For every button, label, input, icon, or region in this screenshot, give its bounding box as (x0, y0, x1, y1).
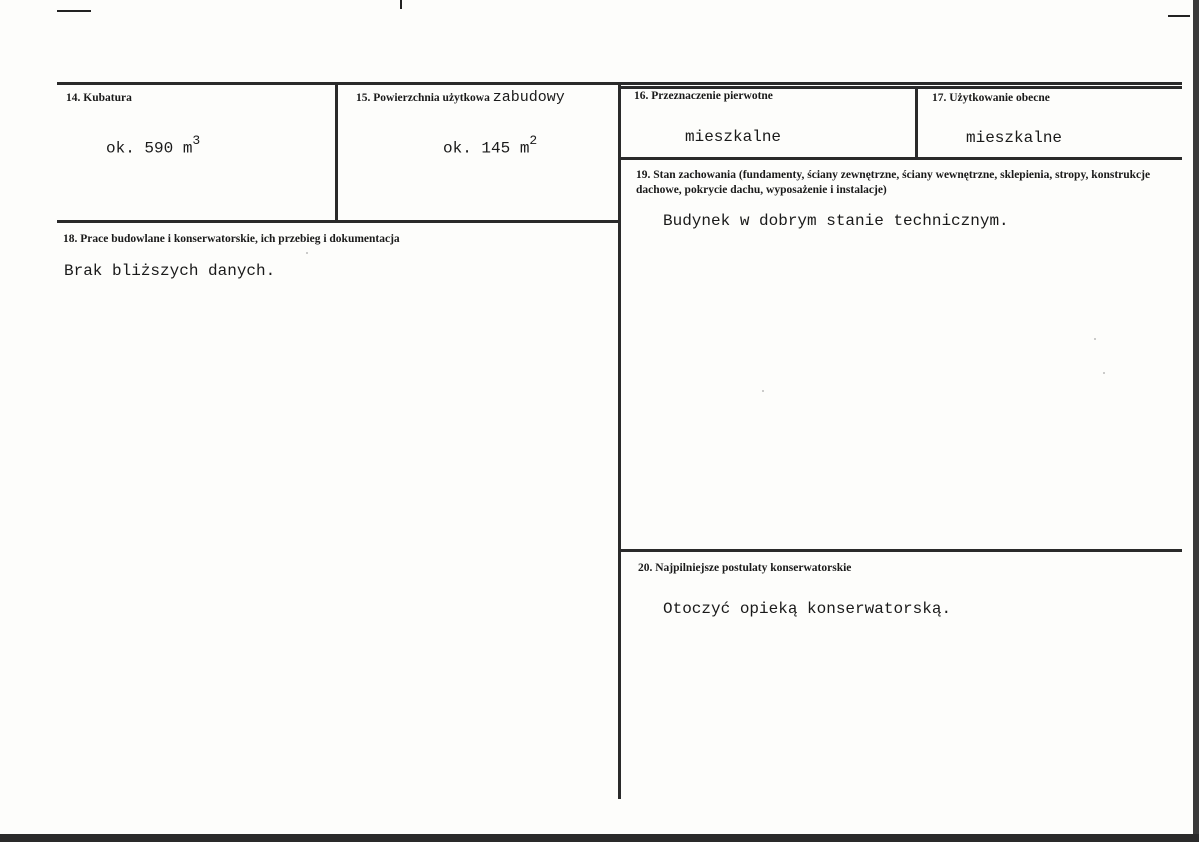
field-19-value: Budynek w dobrym stanie technicznym. (663, 212, 1009, 230)
scan-mark-top-left (57, 10, 91, 12)
grid-line-top-right (618, 86, 1182, 89)
scan-speck (762, 390, 764, 392)
field-20-value: Otoczyć opieką konserwatorską. (663, 600, 952, 618)
field-15-label (356, 89, 565, 106)
scan-speck (306, 252, 308, 254)
scan-speck (1103, 372, 1105, 374)
field-15-label-text: 15. Powierzchnia użytkowa (356, 92, 490, 104)
grid-line-v3 (915, 86, 918, 159)
field-16-value: mieszkalne (685, 128, 782, 146)
field-17-value: mieszkalne (966, 129, 1063, 147)
field-16-label: 16. Przeznaczenie pierwotne (634, 90, 773, 102)
scan-mark-top-center (400, 0, 402, 9)
grid-line-v2 (618, 82, 621, 799)
field-18-label: 18. Prace budowlane i konserwatorskie, ich przebieg i dokumentacja (63, 233, 400, 245)
field-20-label: 20. Najpilniejsze postulaty konserwatorskie (638, 562, 852, 574)
scan-edge-bottom (0, 834, 1199, 842)
field-17-label: 17. Użytkowanie obecne (932, 92, 1050, 104)
field-15-label-typed: zabudowy (492, 89, 565, 106)
grid-line-lower-right (618, 549, 1182, 552)
field-19-label: 19. Stan zachowania (fundamenty, ściany zewnętrzne, ściany wewnętrzne, sklepienia, stropy, konstrukcje dachowe, pokrycie dachu, wyposażenie i instalacje) (636, 169, 1151, 196)
grid-line-mid-left (57, 220, 621, 223)
scan-speck (1094, 338, 1096, 340)
scan-edge-right (1193, 0, 1199, 842)
field-14-label: 14. Kubatura (66, 92, 132, 104)
scan-mark-top-right (1168, 15, 1190, 17)
field-15-value-sup: 2 (529, 133, 538, 148)
field-15-value-text: ok. 145 m (443, 139, 530, 158)
field-14-value (106, 135, 200, 157)
field-15-value (443, 135, 537, 157)
grid-line-mid-right (618, 157, 1182, 160)
field-14-value-text: ok. 590 m (106, 139, 193, 158)
field-18-value: Brak bliższych danych. (64, 262, 276, 280)
grid-line-v1 (335, 82, 338, 223)
field-14-value-sup: 3 (192, 133, 201, 148)
